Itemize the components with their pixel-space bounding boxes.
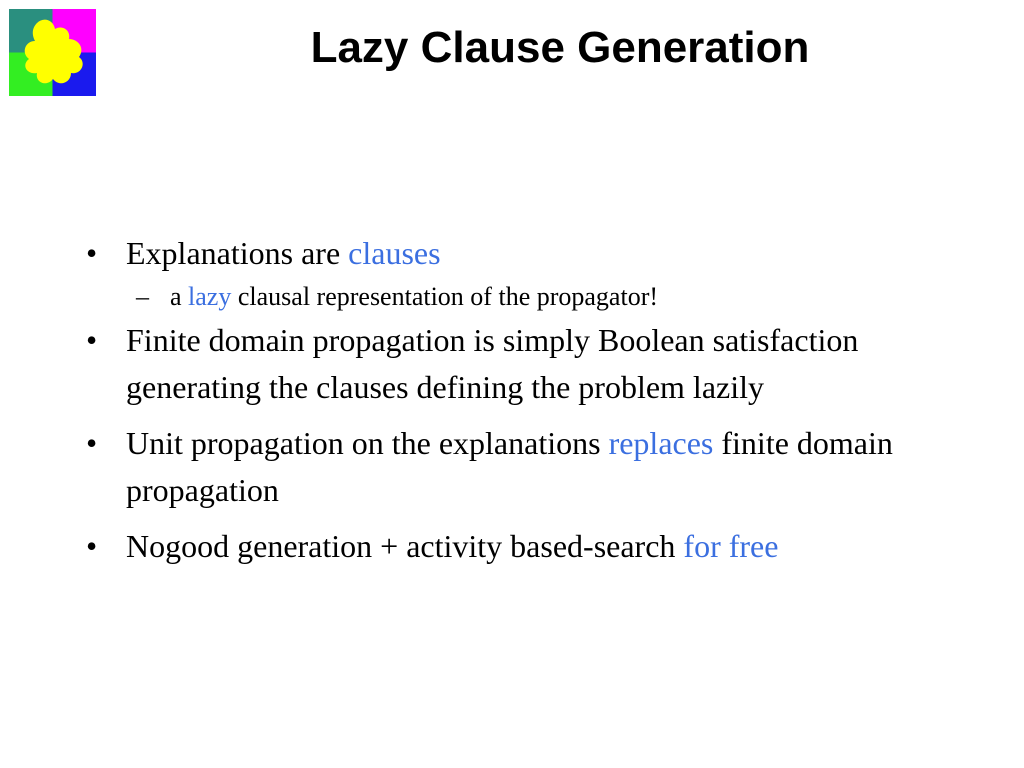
highlight-text: lazy	[188, 282, 232, 311]
bullet-text: Finite domain propagation is simply Boolean satisfaction generating the clauses defining the problem lazily	[126, 322, 859, 405]
bullet-item-unit-propagation	[0, 420, 906, 514]
bullet-item-finite-domain	[0, 317, 906, 411]
bullet-list	[0, 230, 1024, 570]
bullet-icon: •	[86, 425, 98, 461]
sub-text: clausal representation of the propagator!	[231, 282, 659, 311]
bullet-item-nogood	[0, 523, 906, 570]
bullet-icon: •	[86, 528, 98, 564]
highlight-text: clauses	[348, 235, 441, 271]
bullet-text: Explanations are	[126, 235, 349, 271]
dash-icon: –	[136, 282, 149, 311]
bullet-text: Unit propagation on the explanations	[126, 425, 609, 461]
sub-text: a	[170, 282, 189, 311]
slide-title: Lazy Clause Generation	[310, 23, 810, 72]
sub-item-lazy	[0, 278, 1024, 316]
bullet-icon: •	[86, 322, 98, 358]
highlight-text: for free	[683, 528, 779, 564]
bullet-text: finite domain propagation	[126, 425, 893, 508]
bullet-text: Nogood generation + activity based-search	[126, 528, 684, 564]
highlight-text: replaces	[608, 425, 714, 461]
bullet-item-explanations	[0, 230, 906, 277]
bullet-icon: •	[86, 235, 98, 271]
